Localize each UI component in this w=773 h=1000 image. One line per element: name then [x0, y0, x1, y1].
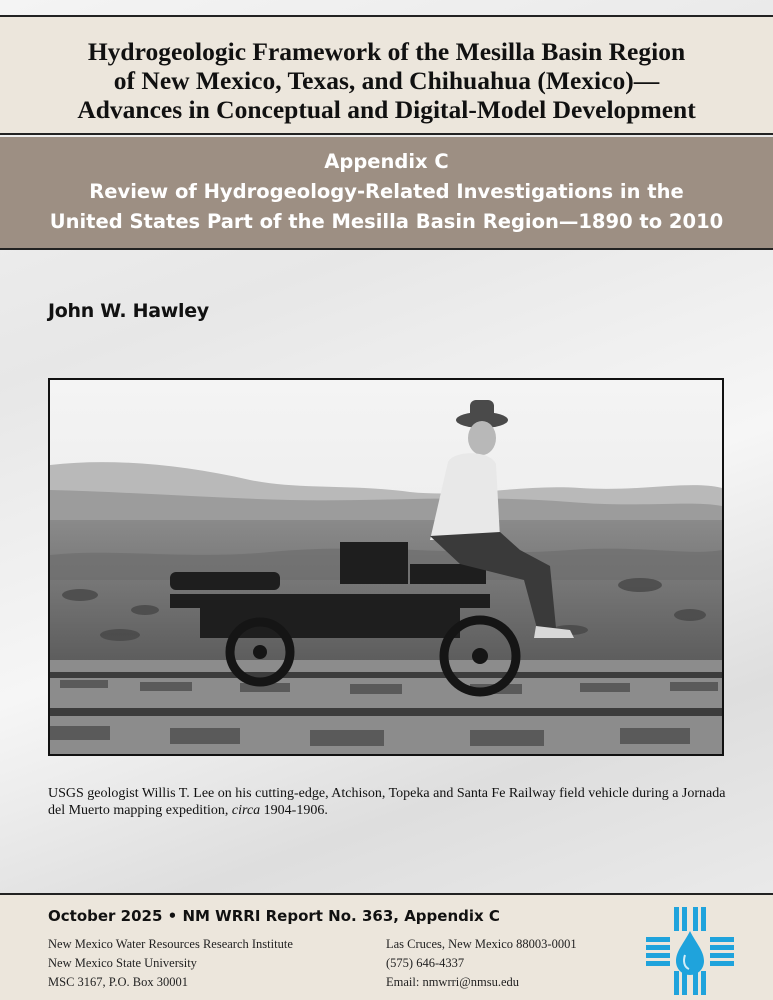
cover-photo-image [50, 380, 722, 754]
title-line: of New Mexico, Texas, and Chihuahua (Mexico)— [113, 66, 660, 95]
address-line: New Mexico Water Resources Research Institute [48, 937, 293, 951]
institute-address [48, 935, 293, 992]
appendix-subtitle-line: Review of Hydrogeology-Related Investigations in the [89, 180, 684, 203]
phone-line: (575) 646-4337 [386, 956, 465, 970]
city-line: Las Cruces, New Mexico 88003-0001 [386, 937, 577, 951]
title-band [0, 15, 773, 135]
report-title [0, 17, 773, 124]
appendix-label: Appendix C [324, 150, 449, 173]
report-date: October 2025 [48, 907, 163, 925]
report-info [48, 907, 500, 925]
caption-italic: circa [231, 803, 261, 818]
appendix-band [0, 137, 773, 250]
photo-caption [48, 785, 738, 819]
contact-info [386, 935, 577, 992]
address-line: New Mexico State University [48, 956, 197, 970]
report-number: NM WRRI Report No. 363, Appendix C [182, 907, 500, 925]
zia-water-drop-logo-icon [646, 907, 734, 995]
email-line: Email: nmwrri@nmsu.edu [386, 975, 520, 989]
author-name: John W. Hawley [48, 300, 209, 322]
bullet-separator: • [167, 907, 178, 925]
cover-photo [48, 378, 724, 756]
footer-band [0, 893, 773, 1000]
title-line: Advances in Conceptual and Digital-Model Development [77, 95, 696, 124]
address-line: MSC 3167, P.O. Box 30001 [48, 975, 188, 989]
caption-text-end: 1904-1906. [260, 803, 328, 818]
appendix-subtitle-line: United States Part of the Mesilla Basin Region—1890 to 2010 [49, 210, 724, 233]
caption-text: USGS geologist Willis T. Lee on his cutting-edge, Atchison, Topeka and Santa Fe Railway field vehicle during a Jornada del Muerto mapping expedition, [48, 786, 726, 818]
title-line: Hydrogeologic Framework of the Mesilla Basin Region [87, 37, 686, 66]
